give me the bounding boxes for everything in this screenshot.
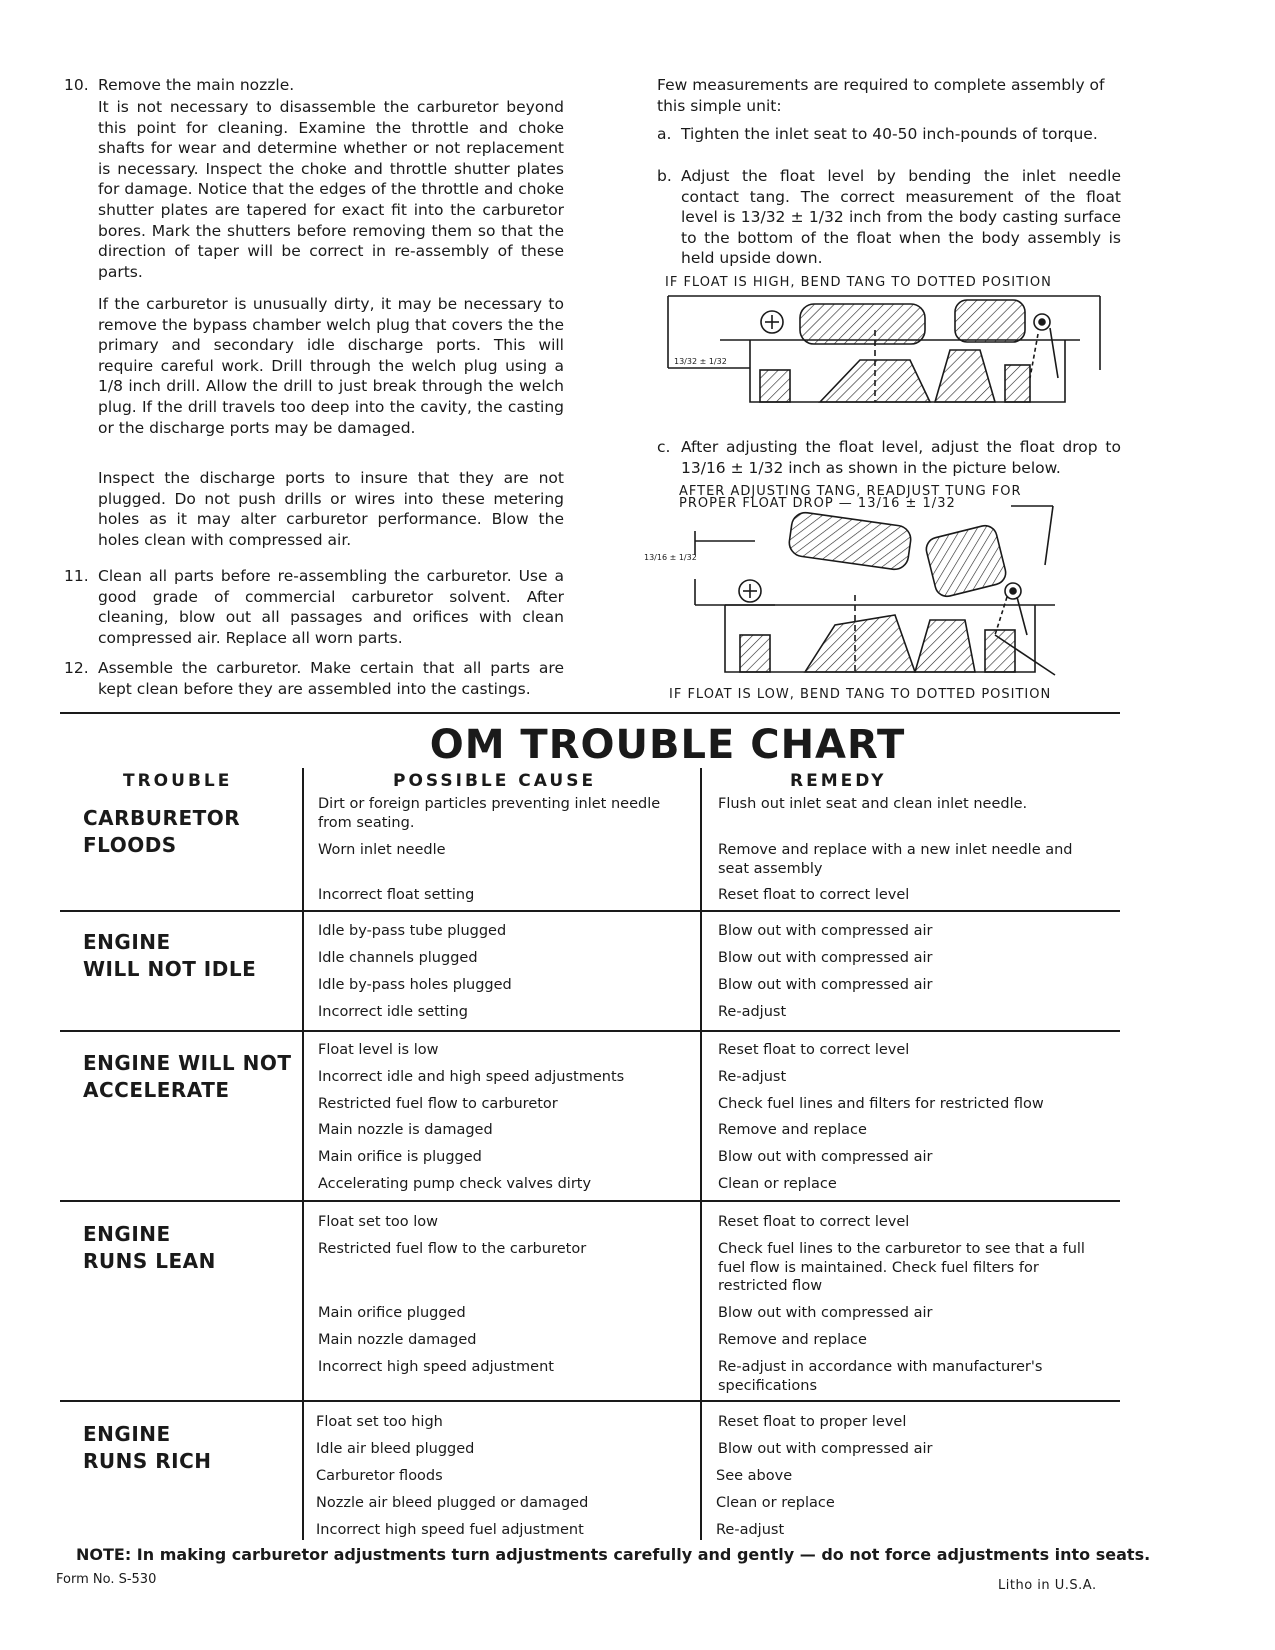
header-trouble: TROUBLE [123,771,233,791]
trouble-line: RUNS LEAN [83,1249,216,1273]
assembly-item-a [657,124,1121,145]
remedy-cell: Clean or replace [716,1495,835,1511]
trouble-carburetor-floods [83,805,240,859]
step-text: Clean all parts before re-assembling the carburetor. Use a good grade of commercial carburetor solvent. After cleaning, blow out all passages and orifices with clean compressed air. Replace all worn parts. [98,567,564,647]
step-heading: Remove the main nozzle. [98,76,295,94]
remedy-cell: Check fuel lines and filters for restricted flow [718,1096,1044,1112]
cause-cell: Worn inlet needle [318,842,446,858]
assembly-intro: Few measurements are required to complete assembly of this simple unit: [657,76,1105,115]
remedy-cell: Blow out with compressed air [718,1149,933,1165]
cause-cell: Incorrect high speed fuel adjustment [316,1522,584,1538]
diagram-2-caption-bottom: IF FLOAT IS LOW, BEND TANG TO DOTTED POSITION [669,687,1052,702]
step-10-paragraph-3: Inspect the discharge ports to insure that they are not plugged. Do not push drills or wires into these metering holes as it may alter carburetor performance. Blow the holes clean with compressed air. [98,469,564,549]
item-text: After adjusting the float level, adjust the float drop to 13/16 ± 1/32 inch as shown in the picture below. [681,438,1121,477]
step-number: 11. [64,567,89,585]
step-12 [64,658,564,699]
remedy-cell: Clean or replace [718,1176,837,1192]
float-level-diagram [660,290,1120,410]
form-number: Form No. S-530 [56,1572,157,1587]
remedy-cell: Flush out inlet seat and clean inlet needle. [718,796,1028,812]
column-divider-1 [302,768,304,1540]
cause-cell: Idle channels plugged [318,950,478,966]
cause-cell: Main orifice is plugged [318,1149,482,1165]
trouble-line: ACCELERATE [83,1078,230,1102]
cause-cell: Main orifice plugged [318,1305,466,1321]
cause-cell: Incorrect high speed adjustment [318,1359,554,1375]
remedy-cell: Re-adjust [718,1069,787,1085]
item-label: b. [657,167,672,185]
step-11 [64,566,564,648]
litho-mark: Litho in U.S.A. [998,1578,1097,1593]
float-drop-diagram [655,505,1125,677]
cause-cell: Float level is low [318,1042,439,1058]
section-separator [60,910,1120,912]
remedy-cell: Blow out with compressed air [718,923,933,939]
cause-cell: Accelerating pump check valves dirty [318,1176,592,1192]
cause-cell: Incorrect idle and high speed adjustments [318,1069,625,1085]
trouble-line: RUNS RICH [83,1449,212,1473]
cause-cell: Idle by-pass holes plugged [318,977,512,993]
cause-cell: Dirt or foreign particles preventing inlet needle from seating. [318,796,661,831]
remedy-cell: Reset float to correct level [718,887,910,903]
step-10-paragraph-1: It is not necessary to disassemble the carburetor beyond this point for cleaning. Examine the throttle and choke shafts for wear and determine whether or not replacement is necessary. Inspect the choke and throttle shutter plates for damage. Notice that the edges of the throttle and choke shutter plates are tapered for exact fit into the carburetor bores. Mark the shutters before removing them so that the direction of taper will be correct in re-assembly of these parts. [98,98,564,281]
trouble-engine-will-not-accelerate [83,1050,291,1104]
remedy-cell: Re-adjust [716,1522,785,1538]
cause-cell: Main nozzle is damaged [318,1122,493,1138]
trouble-line: WILL NOT IDLE [83,957,257,981]
cause-cell: Restricted fuel flow to the carburetor [318,1241,587,1257]
cause-cell: Main nozzle damaged [318,1332,477,1348]
trouble-line: FLOODS [83,833,177,857]
trouble-engine-runs-lean [83,1221,216,1275]
diagram-2-caption-top-1: AFTER ADJUSTING TANG, READJUST TUNG FOR [679,484,1022,499]
step-number: 10. [64,76,89,94]
trouble-line: ENGINE WILL NOT [83,1051,292,1075]
remedy-cell: Blow out with compressed air [718,1441,933,1457]
trouble-line: CARBURETOR [83,806,241,830]
header-possible-cause: POSSIBLE CAUSE [393,771,597,791]
section-separator [60,1200,1120,1202]
cause-cell: Incorrect idle setting [318,1004,468,1020]
item-text: Tighten the inlet seat to 40-50 inch-pounds of torque. [681,125,1098,143]
remedy-cell: Remove and replace with a new inlet needle and seat assembly [718,842,1073,877]
cause-cell: Restricted fuel flow to carburetor [318,1096,558,1112]
remedy-cell: Reset float to correct level [718,1214,910,1230]
step-10-paragraph-2: If the carburetor is unusually dirty, it may be necessary to remove the bypass chamber welch plug that covers the the primary and secondary idle discharge ports. This will require careful work. Drill through the welch plug using a 1/8 inch drill. Allow the drill to just break through the welch plug. If the drill travels too deep into the cavity, the casting or the discharge ports may be damaged. [98,295,564,437]
cause-cell: Carburetor floods [316,1468,443,1484]
chart-title: OM TROUBLE CHART [429,722,906,768]
remedy-cell: Blow out with compressed air [718,1305,933,1321]
chart-top-rule [60,712,1120,714]
cause-cell: Idle air bleed plugged [316,1441,475,1457]
item-label: a. [657,125,672,143]
adjustment-note: NOTE: In making carburetor adjustments turn adjustments carefully and gently — do not force adjustments into seats. [76,1545,1151,1564]
assembly-item-b [657,166,1121,269]
cause-cell: Nozzle air bleed plugged or damaged [316,1495,589,1511]
remedy-cell: Re-adjust [718,1004,787,1020]
remedy-cell: Remove and replace [718,1122,867,1138]
cause-cell: Idle by-pass tube plugged [318,923,507,939]
section-separator [60,1030,1120,1032]
remedy-cell: Reset float to correct level [718,1042,910,1058]
remedy-cell: Re-adjust in accordance with manufacturer's specifications [718,1359,1043,1394]
diagram-1-dimension: 13/32 ± 1/32 [674,357,727,366]
step-number: 12. [64,659,89,677]
column-divider-2 [700,768,702,1540]
diagram-2-dimension: 13/16 ± 1/32 [644,553,697,562]
cause-cell: Incorrect float setting [318,887,475,903]
remedy-cell: Reset float to proper level [718,1414,907,1430]
assembly-item-c [657,437,1121,478]
step-10 [64,75,564,96]
trouble-engine-runs-rich [83,1421,212,1475]
remedy-cell: See above [716,1468,793,1484]
cause-cell: Float set too high [316,1414,443,1430]
item-text: Adjust the float level by bending the inlet needle contact tang. The correct measurement of the float level is 13/32 ± 1/32 inch from the body casting surface to the bottom of the float when the body assembly is held upside down. [681,167,1121,268]
trouble-line: ENGINE [83,1222,171,1246]
cause-cell: Float set too low [318,1214,438,1230]
remedy-cell: Blow out with compressed air [718,950,933,966]
remedy-cell: Remove and replace [718,1332,867,1348]
item-label: c. [657,438,671,456]
remedy-cell: Check fuel lines to the carburetor to see that a full fuel flow is maintained. Check fuel filters for restricted flow [718,1241,1085,1294]
diagram-1-caption: IF FLOAT IS HIGH, BEND TANG TO DOTTED POSITION [665,275,1052,290]
trouble-engine-will-not-idle [83,929,256,983]
section-separator [60,1400,1120,1402]
diagram-2-caption-top-2: PROPER FLOAT DROP — 13/16 ± 1/32 [679,496,956,511]
header-remedy: REMEDY [790,771,887,791]
trouble-line: ENGINE [83,930,171,954]
step-text: Assemble the carburetor. Make certain that all parts are kept clean before they are assembled into the castings. [98,659,564,698]
trouble-line: ENGINE [83,1422,171,1446]
remedy-cell: Blow out with compressed air [718,977,933,993]
